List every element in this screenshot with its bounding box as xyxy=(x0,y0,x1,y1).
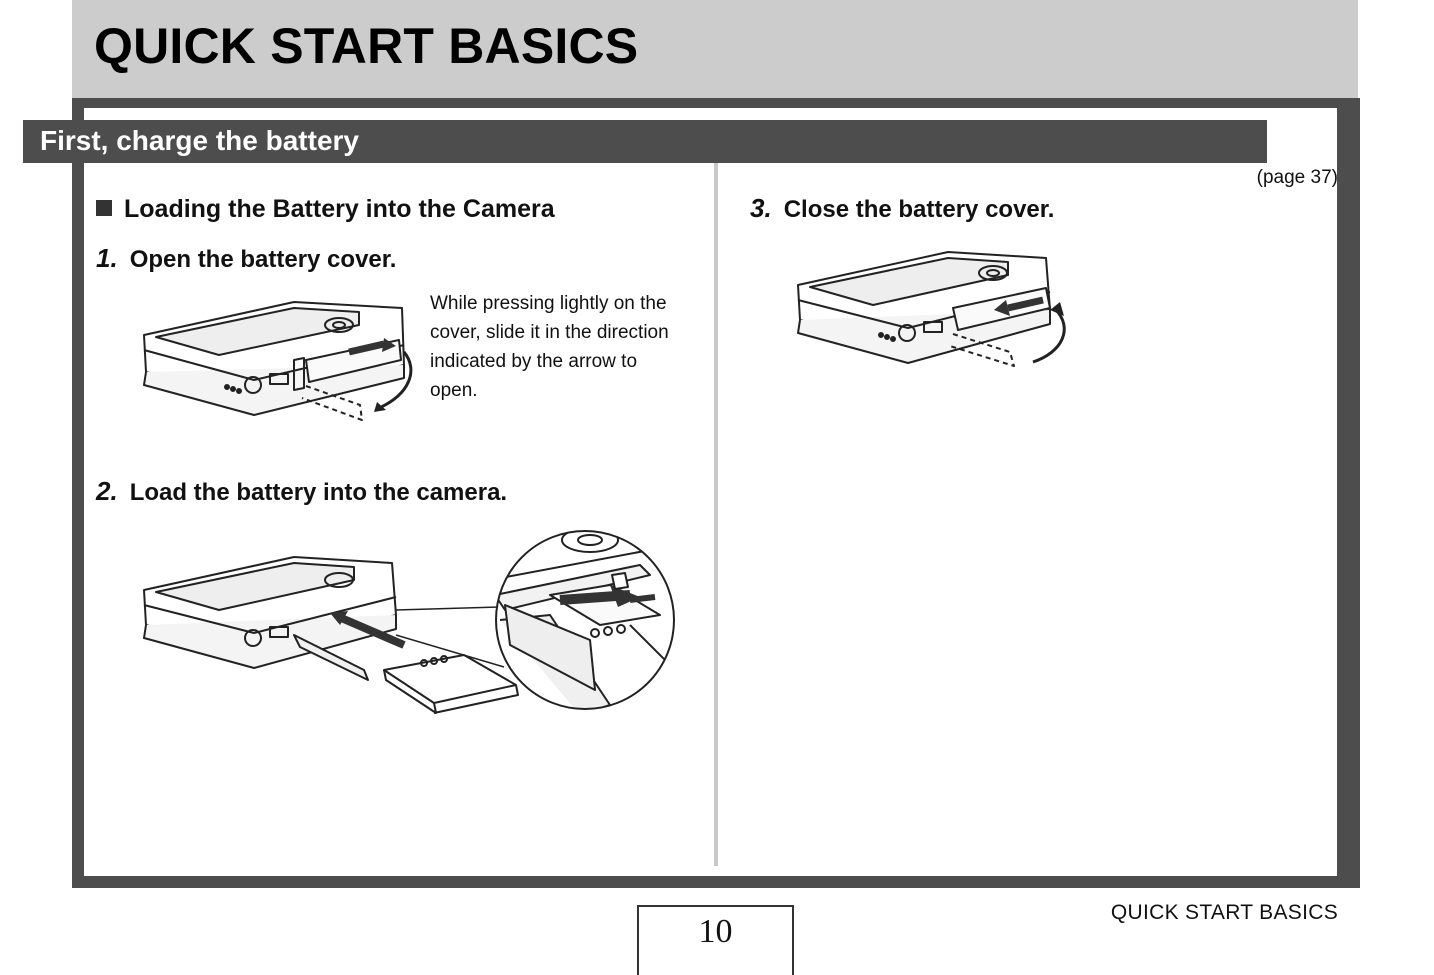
step-number: 1. xyxy=(96,243,118,273)
section-title: First, charge the battery xyxy=(40,125,359,156)
step-text: Load the battery into the camera. xyxy=(129,479,508,506)
square-bullet-icon xyxy=(96,200,112,216)
camera-close-cover-illustration xyxy=(788,240,1078,375)
page-number-box xyxy=(637,905,794,975)
camera-load-battery-illustration xyxy=(134,545,524,715)
step-2 xyxy=(96,476,507,507)
battery-slot-closeup-illustration xyxy=(490,525,680,715)
subheading-text: Loading the Battery into the Camera xyxy=(124,195,555,223)
step-text: Close the battery cover. xyxy=(783,196,1055,223)
step-1 xyxy=(96,243,396,274)
page-number: 10 xyxy=(698,913,733,950)
camera-open-cover-illustration xyxy=(134,290,424,425)
footer-section-label: QUICK START BASICS xyxy=(1110,901,1338,924)
subheading xyxy=(96,195,555,224)
step-text: Open the battery cover. xyxy=(129,246,397,273)
step-3 xyxy=(750,193,1054,224)
page-title: QUICK START BASICS xyxy=(94,18,639,74)
step-number: 2. xyxy=(96,476,118,506)
section-bar xyxy=(23,120,1267,163)
step-number: 3. xyxy=(750,193,772,223)
header-band xyxy=(72,0,1358,98)
page-reference: (page 37) xyxy=(1256,167,1338,188)
step-1-description: While pressing lightly on the cover, slide it in the direction indicated by the arrow to open. xyxy=(430,293,669,401)
column-divider xyxy=(714,163,718,866)
